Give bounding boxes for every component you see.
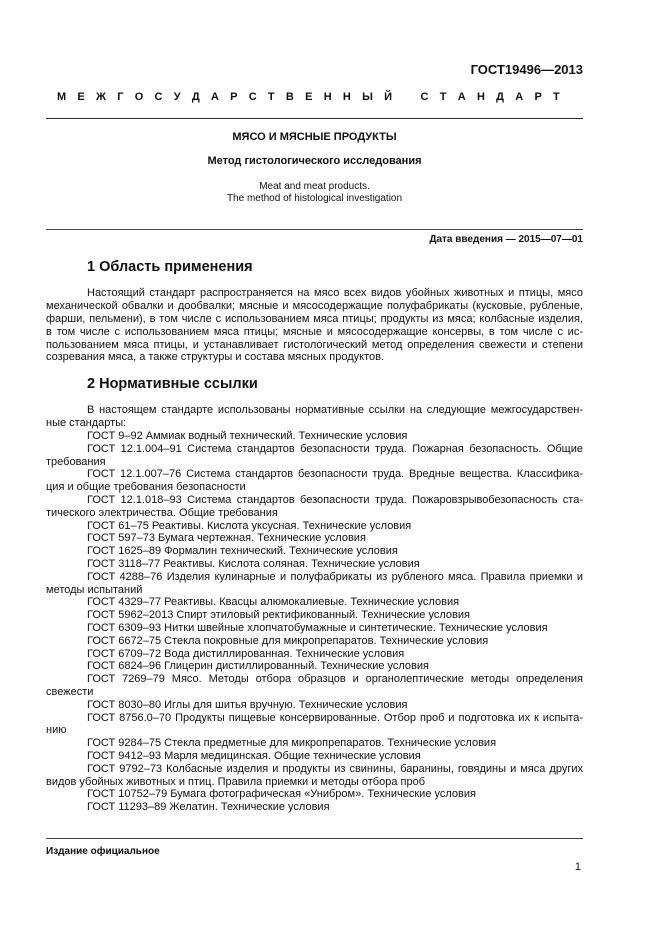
reference-line: ГОСТ 10752–79 Бумага фотографическая «Унибром». Технические условия [87,788,476,801]
reference-item [46,660,583,673]
heading-letter: Й [384,91,393,103]
reference-line: ГОСТ 597–73 Бумага чертежная. Технические условия [87,532,366,545]
heading-letter: Н [323,91,332,103]
reference-item [46,673,583,699]
heading-letter: Н [476,91,485,103]
reference-item [46,596,583,609]
reference-line: ГОСТ 6309–93 Нитки швейные хлопчатобумажные и синтетические. Технические условия [87,621,548,634]
reference-item [46,763,583,789]
reference-line: ГОСТ 7269–79 Мясо. Методы отбора образцов и органолептические методы определения [87,673,583,686]
effective-date-value: — 2015—07—01 [505,234,583,245]
heading-letter: О [134,91,144,103]
reference-line: тического электричества. Общие требования [46,506,278,519]
heading-letter: А [457,91,466,103]
reference-item [46,635,583,648]
heading-letter: А [515,91,524,103]
heading-letter: Т [439,91,447,103]
reference-item [46,737,583,750]
heading-letter: М [57,91,67,103]
reference-item [46,571,583,597]
heading-letter: Д [496,91,504,103]
intro-text-line: В настоящем стандарте использованы нормативные ссылки на следующие межгосударствен- [87,404,583,417]
section-heading-scope: 1 Область применения [87,259,253,275]
reference-item [46,468,583,494]
heading-letter: С [154,91,163,103]
reference-line: ГОСТ 12.1.007–76 Система стандартов безопасности труда. Вредные вещества. Классифика- [87,468,583,481]
heading-letter: С [420,91,429,103]
heading-letter: Т [553,91,560,103]
reference-line: ГОСТ 5962–2013 Спирт этиловый ректификованный. Технические условия [87,609,470,622]
reference-line: нию [46,724,67,737]
effective-date [46,234,583,246]
heading-letter: А [210,91,219,103]
reference-item [46,430,583,443]
reference-item [46,494,583,520]
page-number: 1 [574,861,581,873]
footer-divider [46,838,583,839]
reference-item [46,699,583,712]
reference-line: ция и общие требования безопасности [46,481,246,494]
intro-text-line: ные стандарты: [46,417,127,430]
heading-letter: В [285,91,294,103]
document-number: ГОСТ19496—2013 [470,62,583,77]
word-gap [403,90,409,104]
heading-letter: Д [191,91,200,103]
heading-letter: Е [77,91,85,103]
heading-letter: Ж [96,91,106,103]
normative-references [46,404,583,814]
heading-letter: Р [534,91,542,103]
heading-letter: Н [342,91,351,103]
heading-letter: Р [230,91,238,103]
reference-line: ГОСТ 9792–73 Колбасные изделия и продукты из свинины, баранины, говядины и мяса других [87,762,583,775]
heading-letter: С [248,91,257,103]
scope-text-line: пользованием мяса птицы, и устанавливает гистологический метод определения свежести и степени [46,338,583,351]
scope-text-line: механической обвалки и дообвалки; мясные и мясосодержащие полуфабрикаты (кусковые, рубленые, [46,300,583,313]
reference-item [46,788,583,801]
reference-line: ГОСТ 6824–96 Глицерин дистиллированный. Технические условия [87,660,429,673]
reference-item [46,532,583,545]
reference-line: ГОСТ 8030–80 Иглы для шитья вручную. Технические условия [87,698,408,711]
reference-line: ГОСТ 11293–89 Желатин. Технические условия [87,801,330,814]
scope-paragraph [46,287,583,364]
reference-line: ГОСТ 3118–77 Реактивы. Кислота соляная. Технические условия [87,557,420,570]
reference-item [46,622,583,635]
document-subtitle-en: The method of histological investigation [226,193,403,204]
reference-item [46,609,583,622]
reference-line: ГОСТ 61–75 Реактивы. Кислота уксусная. Технические условия [87,519,412,532]
reference-line: ГОСТ 6672–75 Стекла покровные для микропрепаратов. Технические условия [87,634,489,647]
reference-line: видов убойных животных и птиц. Правила приемки и методы отбора проб [46,775,426,788]
reference-item [46,558,583,571]
document-title-en: Meat and meat products. [259,181,370,192]
heading-letter: Т [267,91,275,103]
scope-text-line: фарши, пельмени), в том числе с использованием мяса птицы; продукты из мяса; колбасные изделия, [46,312,583,325]
reference-line: ГОСТ 8756.0–70 Продукты пищевые консервированные. Отбор проб и подготовка их к испыта- [87,711,584,724]
reference-line: ГОСТ 12.1.004–91 Система стандартов безопасности труда. Пожарная безопасность. Общие [87,442,583,455]
reference-line: ГОСТ 4288–76 Изделия кулинарные и полуфабрикаты из рубленого мяса. Правила приемки и [87,570,583,583]
reference-line: ГОСТ 4329–77 Реактивы. Квасцы алюмокалиевые. Технические условия [87,596,460,609]
heading-letter: У [173,91,181,103]
heading-letter: Г [117,91,124,103]
reference-line: методы испытаний [46,583,143,596]
reference-item [46,712,583,738]
scope-text-line: созревания мяса, а также структуры и состава мясных продуктов. [46,351,385,364]
scope-text-line: Настоящий стандарт распространяется на мясо всех видов убойных животных и птицы, мясо [87,287,583,300]
official-edition-note: Издание официальное [46,846,160,857]
reference-item [46,545,583,558]
section-heading-normative-references: 2 Нормативные ссылки [87,376,258,392]
reference-item [46,443,583,469]
reference-line: свежести [46,685,94,698]
reference-line: требования [46,455,106,468]
references-intro [46,404,583,430]
heading-letter: Е [305,91,313,103]
reference-item [46,750,583,763]
standard-type-heading [57,90,560,104]
reference-line: ГОСТ 9–92 Аммиак водный технический. Технические условия [87,429,408,442]
reference-line: ГОСТ 1625–89 Формалин технический. Технические условия [87,545,398,558]
reference-line: ГОСТ 9284–75 Стекла предметные для микропрепаратов. Технические условия [87,737,497,750]
document-title: МЯСО И МЯСНЫЕ ПРОДУКТЫ [232,131,397,143]
heading-letter: Ы [362,91,373,103]
reference-item [46,520,583,533]
reference-item [46,801,583,814]
reference-line: ГОСТ 12.1.018–93 Система стандартов безопасности труда. Пожаровзрывобезопасность ста- [87,493,584,506]
effective-date-label: Дата введения [429,234,503,245]
scope-text-line: в том числе с использованием мяса птицы; мясные и мясосодержащие консервы, в том числе с ис- [46,325,583,338]
header-divider [46,118,583,119]
title-divider [46,229,583,230]
reference-line: ГОСТ 6709–72 Вода дистиллированная. Технические условия [87,647,405,660]
reference-line: ГОСТ 9412–93 Марля медицинская. Общие технические условия [87,749,421,762]
document-subtitle: Метод гистологического исследования [207,155,422,167]
reference-item [46,648,583,661]
